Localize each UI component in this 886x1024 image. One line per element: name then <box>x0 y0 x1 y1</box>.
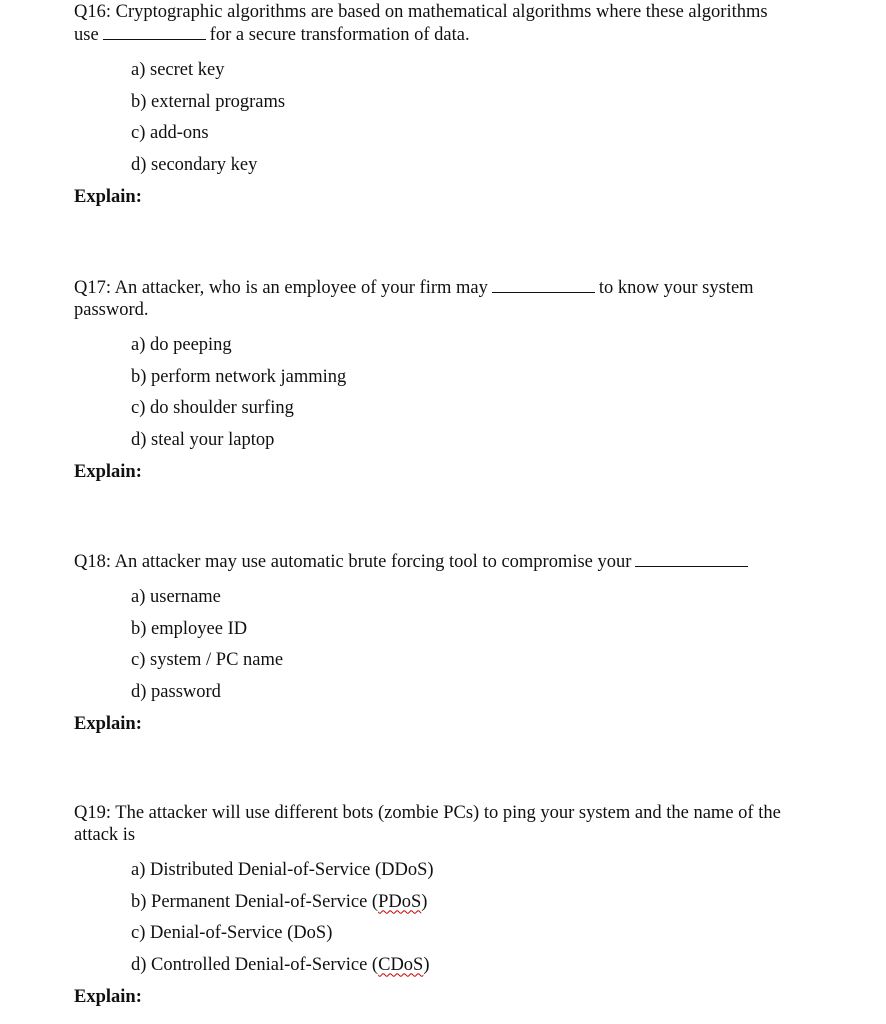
question-18-line-1 <box>74 550 824 573</box>
question-19-text-part: The attacker will use different bots (zombie PCs) to ping your system and the name of the <box>115 803 781 823</box>
question-19-option-d-text: d) Controlled Denial-of-Service ( <box>131 954 379 975</box>
question-16-text-part: for a secure transformation of data. <box>209 25 470 45</box>
question-16-text <box>74 1 824 46</box>
question-17 <box>74 276 824 483</box>
question-16-explain-label: Explain: <box>74 187 142 207</box>
spellcheck-flagged-word: CDoS <box>378 954 424 975</box>
question-19-text <box>74 802 824 846</box>
question-17-option-c: c) do shoulder surfing <box>131 398 294 418</box>
question-18 <box>74 550 824 735</box>
question-18-explain-label: Explain: <box>74 714 142 734</box>
question-19-line-2 <box>74 824 824 846</box>
question-17-option-d: d) steal your laptop <box>131 429 275 450</box>
question-19-option-b-suffix: ) <box>421 891 428 912</box>
question-16-options <box>74 55 824 181</box>
question-19 <box>74 802 824 1008</box>
question-16 <box>74 1 824 208</box>
question-19-text-part: attack is <box>74 825 136 845</box>
question-17-text-part: password. <box>74 300 149 320</box>
question-17-option-a: a) do peeping <box>131 335 232 355</box>
question-18-option-b: b) employee ID <box>131 618 248 639</box>
question-17-text-part: An attacker, who is an employee of your firm may <box>114 278 488 298</box>
question-17-text-part: to know your system <box>598 278 754 298</box>
question-19-option-b <box>131 887 824 919</box>
question-16-line-2 <box>74 23 824 46</box>
question-19-option-d-suffix: ) <box>423 954 430 975</box>
question-19-option-c <box>131 918 824 950</box>
question-19-options <box>74 855 824 981</box>
question-19-option-b-text: b) Permanent Denial-of-Service ( <box>131 891 379 912</box>
question-18-options <box>74 582 824 708</box>
question-17-number: Q17: <box>74 278 111 298</box>
question-19-line-1 <box>74 802 824 824</box>
question-17-blank <box>492 276 595 293</box>
question-19-option-a <box>131 855 824 887</box>
spellcheck-flagged-word: PDoS <box>378 891 422 912</box>
question-18-number: Q18: <box>74 552 111 572</box>
question-18-blank <box>635 550 748 567</box>
question-16-option-c: c) add-ons <box>131 123 209 143</box>
question-19-option-a-text: a) Distributed Denial-of-Service (DDoS) <box>131 860 434 880</box>
question-16-option-d: d) secondary key <box>131 154 258 175</box>
question-17-explain-label: Explain: <box>74 462 142 482</box>
question-18-option-a: a) username <box>131 587 221 607</box>
question-19-number: Q19: <box>74 803 111 823</box>
question-19-option-c-text: c) Denial-of-Service (DoS) <box>131 923 333 943</box>
question-16-option-b: b) external programs <box>131 91 286 112</box>
question-17-text <box>74 276 824 321</box>
question-16-line-1 <box>74 1 824 23</box>
question-17-option-b: b) perform network jamming <box>131 366 347 387</box>
question-16-text-part: use <box>74 25 99 45</box>
question-16-text-part: Cryptographic algorithms are based on mathematical algorithms where these algorithms <box>115 2 768 22</box>
question-19-option-d <box>131 950 824 982</box>
question-17-options <box>74 330 824 456</box>
question-18-text <box>74 550 824 573</box>
question-18-option-d: d) password <box>131 681 221 702</box>
question-19-explain-label: Explain: <box>74 987 142 1007</box>
question-16-blank <box>103 23 206 40</box>
question-16-option-a: a) secret key <box>131 60 225 80</box>
question-18-option-c: c) system / PC name <box>131 650 284 670</box>
question-16-number: Q16: <box>74 2 111 22</box>
question-18-text-part: An attacker may use automatic brute forcing tool to compromise your <box>114 552 632 572</box>
question-17-line-1 <box>74 276 824 299</box>
question-17-line-2 <box>74 299 824 321</box>
